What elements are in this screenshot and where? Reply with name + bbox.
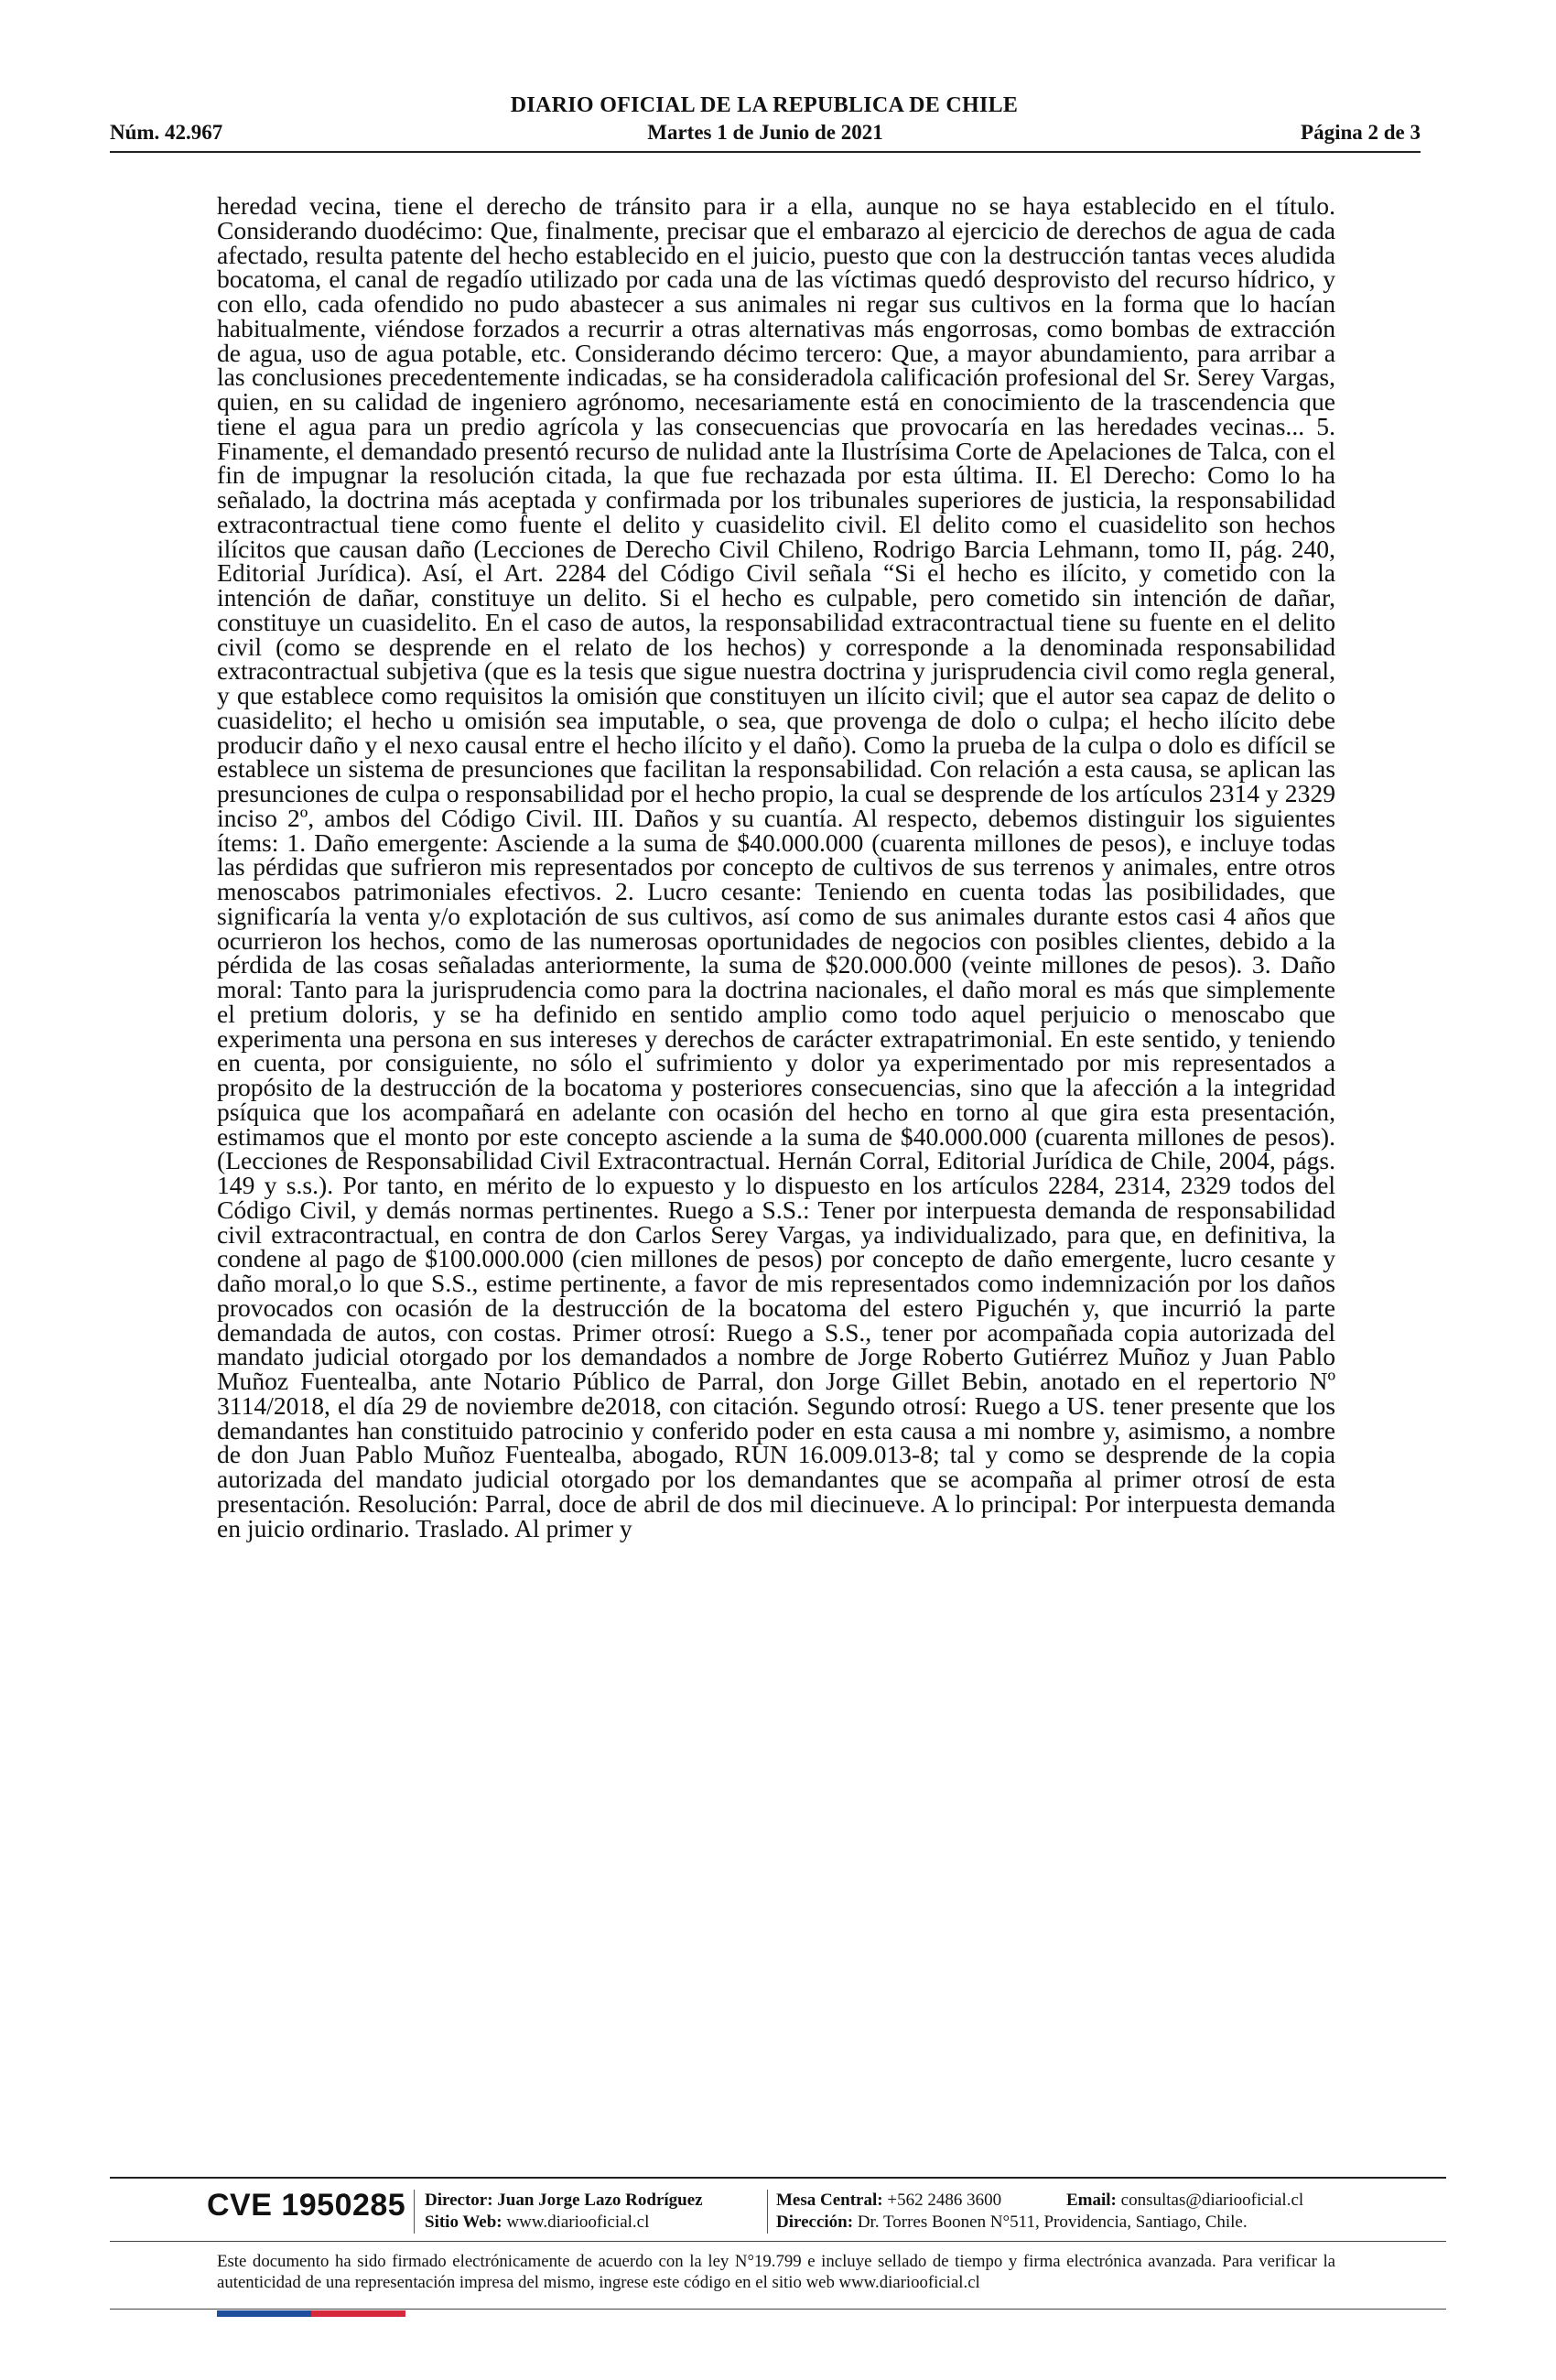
footer-divider-middle <box>110 2241 1446 2242</box>
email-label: Email: <box>1066 2191 1117 2210</box>
footer-divider-top <box>110 2177 1446 2179</box>
site-label: Sitio Web: <box>425 2212 502 2232</box>
footer-email-block <box>1066 2190 1303 2212</box>
address-label: Dirección: <box>776 2212 854 2232</box>
footer-divider-bottom <box>110 2309 1446 2310</box>
director-name: Juan Jorge Lazo Rodríguez <box>497 2191 703 2210</box>
site-link[interactable]: www.diariooficial.cl <box>506 2212 650 2232</box>
director-label: Director: <box>425 2191 493 2210</box>
flag-blue-segment <box>217 2310 311 2317</box>
phone-label: Mesa Central: <box>776 2191 883 2210</box>
body-text <box>217 191 1335 1542</box>
body-paragraph: heredad vecina, tiene el derecho de tránsito para ir a ella, aunque no se haya establecido en el título. Considerando duodécimo: Que, finalmente, precisar que el embarazo al ejercicio de derechos de agua de cada afectado, resulta patente del hecho establecido en el juicio, puesto que con la destrucción tantas veces aludida bocatoma, el canal de regadío utilizado por cada una de las víctimas quedó desprovisto del recurso hídrico, y con ello, cada ofendido no pudo abastecer a sus animales ni regar sus cultivos en la forma que lo hacían habitualmente, viéndose forzados a recurrir a otras alternativas más engorrosas, como bombas de extracción de agua, uso de agua potable, etc. Considerando décimo tercero: Que, a mayor abundamiento, para arribar a las conclusiones precedentemente indicadas, se ha consideradola calificación profesional del Sr. Serey Vargas, quien, en su calidad de ingeniero agrónomo, necesariamente está en conocimiento de la trascendencia que tiene el agua para un predio agrícola y las consecuencias que provocaría en las heredades vecinas... 5. Finamente, el demandado presentó recurso de nulidad ante la Ilustrísima Corte de Apelaciones de Talca, con el fin de impugnar la resolución citada, la que fue rechazada por esta última. II. El Derecho: Como lo ha señalado, la doctrina más aceptada y confirmada por los tribunales superiores de justicia, la responsabilidad extracontractual tiene como fuente el delito y cuasidelito civil. El delito como el cuasidelito son hechos ilícitos que causan daño (Lecciones de Derecho Civil Chileno, Rodrigo Barcia Lehmann, tomo II, pág. 240, Editorial Jurídica). Así, el Art. 2284 del Código Civil señala “Si el hecho es ilícito, y cometido con la intención de dañar, constituye un delito. Si el hecho es culpable, pero cometido sin intención de dañar, constituye un cuasidelito. En el caso de autos, la responsabilidad extracontractual tiene su fuente en el delito civil (como se desprende en el relato de los hechos) y corresponde a la denominada responsabilidad extracontractual subjetiva (que es la tesis que sigue nuestra doctrina y jurisprudencia civil como regla general, y que establece como requisitos la omisión que constituyen un ilícito civil; que el autor sea capaz de delito o cuasidelito; el hecho u omisión sea imputable, o sea, que provenga de dolo o culpa; el hecho ilícito debe producir daño y el nexo causal entre el hecho ilícito y el daño). Como la prueba de la culpa o dolo es difícil se establece un sistema de presunciones que facilitan la responsabilidad. Con relación a esta causa, se aplican las presunciones de culpa o responsabilidad por el hecho propio, la cual se desprende de los artículos 2314 y 2329 inciso 2º, ambos del Código Civil. III. Daños y su cuantía. Al respecto, debemos distinguir los siguientes ítems: 1. Daño emergente: Asciende a la suma de $40.000.000 (cuarenta millones de pesos), e incluye todas las pérdidas que sufrieron mis representados por concepto de cultivos de sus terrenos y animales, entre otros menoscabos patrimoniales efectivos. 2. Lucro cesante: Teniendo en cuenta todas las posibilidades, que significaría la venta y/o explotación de sus cultivos, así como de sus animales durante estos casi 4 años que ocurrieron los hechos, como de las numerosas oportunidades de negocios con posibles clientes, debido a la pérdida de las cosas señaladas anteriormente, la suma de $20.000.000 (veinte millones de pesos). 3. Daño moral: Tanto para la jurisprudencia como para la doctrina nacionales, el daño moral es más que simplemente el pretium doloris, y se ha definido en sentido amplio como todo aquel perjuicio o menoscabo que experimenta una persona en sus intereses y derechos de carácter extrapatrimonial. En este sentido, y teniendo en cuenta, por consiguiente, no sólo el sufrimiento y dolor ya experimentado por mis representados a propósito de la destrucción de la bocatoma y posteriores consecuencias, sino que la afección a la integridad psíquica que los acompañará en adelante con ocasión del hecho en torno al que gira esta presentación, estimamos que el monto por este concepto asciende a la suma de $40.000.000 (cuarenta millones de pesos). (Lecciones de Responsabilidad Civil Extracontractual. Hernán Corral, Editorial Jurídica de Chile, 2004, págs. 149 y s.s.). Por tanto, en mérito de lo expuesto y lo dispuesto en los artículos 2284, 2314, 2329 todos del Código Civil, y demás normas pertinentes. Ruego a S.S.: Tener por interpuesta demanda de responsabilidad civil extracontractual, en contra de don Carlos Serey Vargas, ya individualizado, para que, en definitiva, la condene al pago de $100.000.000 (cien millones de pesos) por concepto de daño emergente, lucro cesante y daño moral,o lo que S.S., estime pertinente, a favor de mis representados como indemnización por los daños provocados con ocasión de la destrucción de la bocatoma del estero Piguchén y, que incurrió la parte demandada de autos, con costas. Primer otrosí: Ruego a S.S., tener por acompañada copia autorizada del mandato judicial otorgado por los demandados a nombre de Jorge Roberto Gutiérrez Muñoz y Juan Pablo Muñoz Fuentealba, ante Notario Público de Parral, don Jorge Gillet Bebin, anotado en el repertorio Nº 3114/2018, el día 29 de noviembre de2018, con citación. Segundo otrosí: Ruego a US. tener presente que los demandantes han constituido patrocinio y conferido poder en esta causa a mi nombre y, asimismo, a nombre de don Juan Pablo Muñoz Fuentealba, abogado, RUN 16.009.013-8; tal y como se desprende de la copia autorizada del mandato judicial otorgado por los demandantes que se acompaña al primer otrosí de esta presentación. Resolución: Parral, doce de abril de dos mil diecinueve. A lo principal: Por interpuesta demanda en juicio ordinario. Traslado. Al primer y <box>217 191 1335 1542</box>
footer-separator <box>414 2190 415 2234</box>
footer-director-block <box>425 2190 703 2234</box>
header-divider <box>110 151 1421 153</box>
page-indicator: Página 2 de 3 <box>1301 121 1421 144</box>
issue-number: Núm. 42.967 <box>110 121 223 144</box>
cve-code: CVE 1950285 <box>207 2188 406 2223</box>
flag-stripe <box>217 2310 405 2317</box>
email-link[interactable]: consultas@diariooficial.cl <box>1120 2191 1304 2210</box>
issue-date: Martes 1 de Junio de 2021 <box>647 121 883 144</box>
header-row <box>110 121 1421 148</box>
footer-separator <box>767 2190 768 2234</box>
legal-notice: Este documento ha sido firmado electrónicamente de acuerdo con la ley N°19.799 e incluye sellado de tiempo y firma electrónica avanzada. Para verificar la autenticidad de una representación impresa del mismo, ingrese este código en el sitio web www.diariooficial.cl <box>217 2252 1335 2292</box>
flag-red-segment <box>311 2310 405 2317</box>
gazette-title: DIARIO OFICIAL DE LA REPUBLICA DE CHILE <box>510 93 1019 117</box>
phone-number: +562 2486 3600 <box>887 2191 1002 2210</box>
address-value: Dr. Torres Boonen N°511, Providencia, Santiago, Chile. <box>857 2212 1248 2232</box>
